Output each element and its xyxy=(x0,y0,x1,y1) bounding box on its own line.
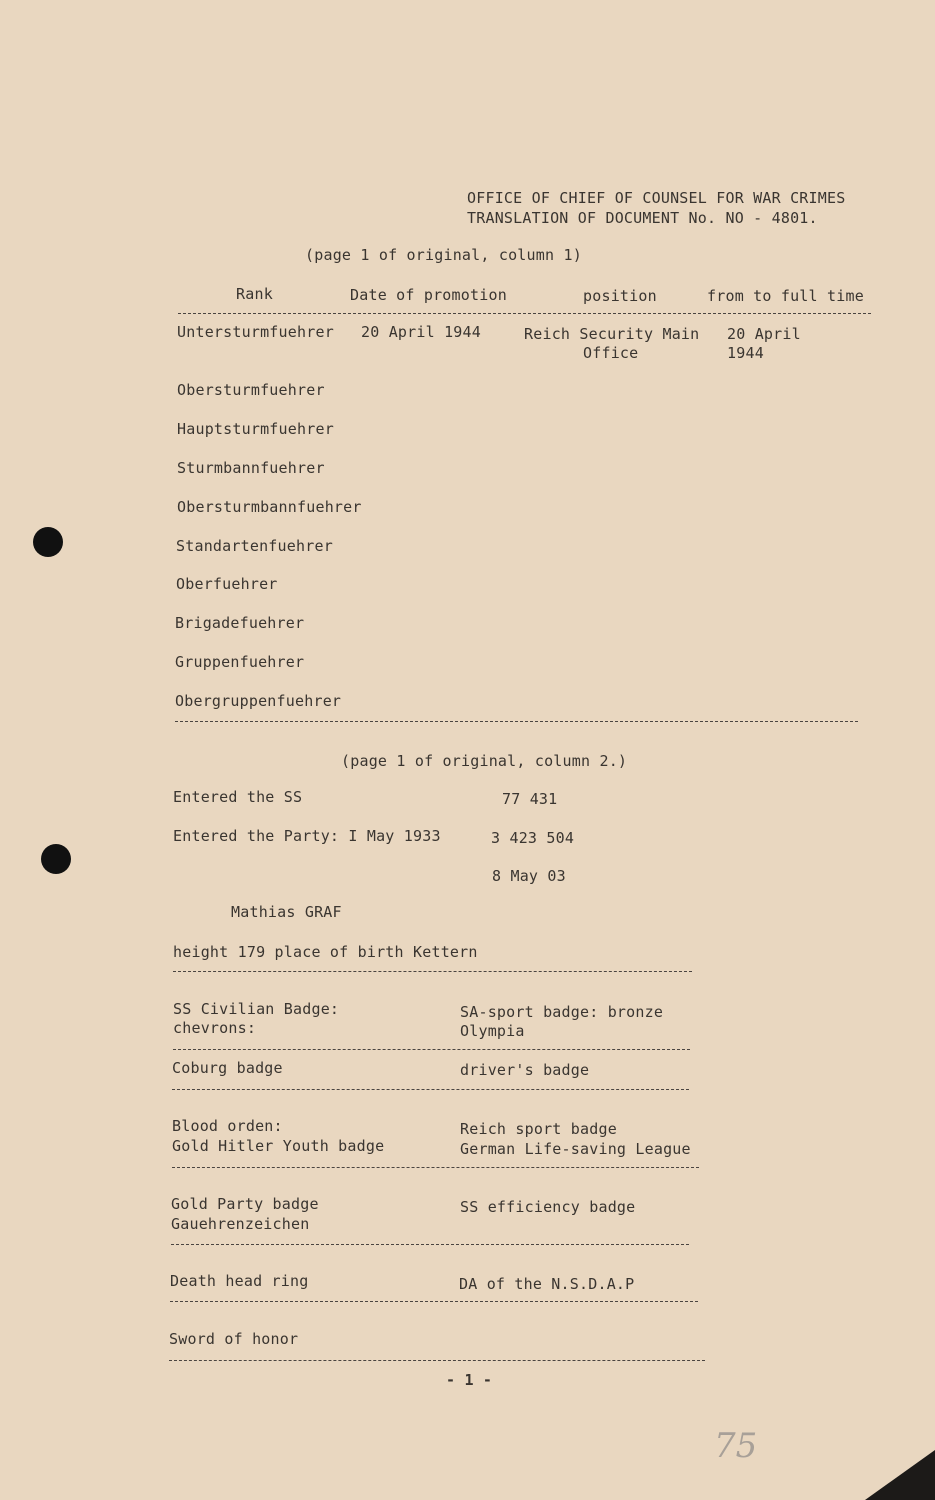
rank-item: Brigadefuehrer xyxy=(175,614,305,632)
badge-ss-efficiency: SS efficiency badge xyxy=(460,1198,636,1216)
entered-party-label: Entered the Party: I May 1933 xyxy=(173,827,441,845)
badge-gauehrenzeichen: Gauehrenzeichen xyxy=(171,1215,310,1233)
badge-gold-party: Gold Party badge xyxy=(171,1195,319,1213)
badge-blood-order: Blood orden: xyxy=(172,1117,283,1135)
rank-item: Oberfuehrer xyxy=(176,575,278,593)
position-line2: Office xyxy=(583,344,639,362)
birth-date: 8 May 03 xyxy=(492,867,566,885)
divider xyxy=(175,721,858,722)
column-rank: Rank xyxy=(236,285,273,303)
header-translation: TRANSLATION OF DOCUMENT No. NO - 4801. xyxy=(467,209,818,227)
divider xyxy=(172,1167,699,1168)
page-number: - 1 - xyxy=(446,1371,493,1389)
badge-reich-sport: Reich sport badge xyxy=(460,1120,617,1138)
column-date: Date of promotion xyxy=(350,286,507,304)
rank-item: Obergruppenfuehrer xyxy=(175,692,342,710)
entered-ss-label: Entered the SS xyxy=(173,788,303,806)
column-position: position xyxy=(583,287,657,305)
rank-item: Standartenfuehrer xyxy=(176,537,333,555)
badge-life-saving: German Life-saving League xyxy=(460,1140,691,1158)
divider xyxy=(169,1360,705,1361)
divider xyxy=(172,1089,689,1090)
torn-corner xyxy=(865,1450,935,1500)
punch-hole xyxy=(33,527,63,557)
section2-caption: (page 1 of original, column 2.) xyxy=(341,752,628,770)
badge-sa-sport: SA-sport badge: bronze xyxy=(460,1003,664,1021)
person-name: Mathias GRAF xyxy=(231,903,342,921)
rank-item: Obersturmfuehrer xyxy=(177,381,325,399)
rank-item: Sturmbannfuehrer xyxy=(177,459,325,477)
entered-party-value: 3 423 504 xyxy=(491,829,575,847)
badge-chevrons: chevrons: xyxy=(173,1019,257,1037)
divider xyxy=(171,1244,689,1245)
badge-death-head-ring: Death head ring xyxy=(170,1272,309,1290)
position-line1: Reich Security Main xyxy=(524,325,700,343)
badge-da-nsdap: DA of the N.S.D.A.P xyxy=(459,1275,635,1293)
divider xyxy=(173,1049,690,1050)
divider xyxy=(178,313,871,314)
from-line1: 20 April xyxy=(727,325,801,343)
rank-item: Gruppenfuehrer xyxy=(175,653,305,671)
rank-first: Untersturmfuehrer xyxy=(177,323,334,341)
height-birthplace: height 179 place of birth Kettern xyxy=(173,943,478,961)
column-from: from to full time xyxy=(707,287,864,305)
pencil-annotation: 75 xyxy=(714,1426,758,1466)
promotion-date: 20 April 1944 xyxy=(361,323,481,341)
header-office: OFFICE OF CHIEF OF COUNSEL FOR WAR CRIMES xyxy=(467,189,846,207)
entered-ss-value: 77 431 xyxy=(502,790,558,808)
divider xyxy=(170,1301,698,1302)
rank-item: Obersturmbannfuehrer xyxy=(177,498,362,516)
badge-coburg: Coburg badge xyxy=(172,1059,283,1077)
badge-driver: driver's badge xyxy=(460,1061,590,1079)
badge-olympia: Olympia xyxy=(460,1022,525,1040)
divider xyxy=(173,971,692,972)
from-line2: 1944 xyxy=(727,344,764,362)
badge-ss-civilian: SS Civilian Badge: xyxy=(173,1000,340,1018)
badge-gold-hitler-youth: Gold Hitler Youth badge xyxy=(172,1137,385,1155)
rank-item: Hauptsturmfuehrer xyxy=(177,420,334,438)
section1-caption: (page 1 of original, column 1) xyxy=(305,246,582,264)
badge-sword-of-honor: Sword of honor xyxy=(169,1330,299,1348)
punch-hole xyxy=(41,844,71,874)
